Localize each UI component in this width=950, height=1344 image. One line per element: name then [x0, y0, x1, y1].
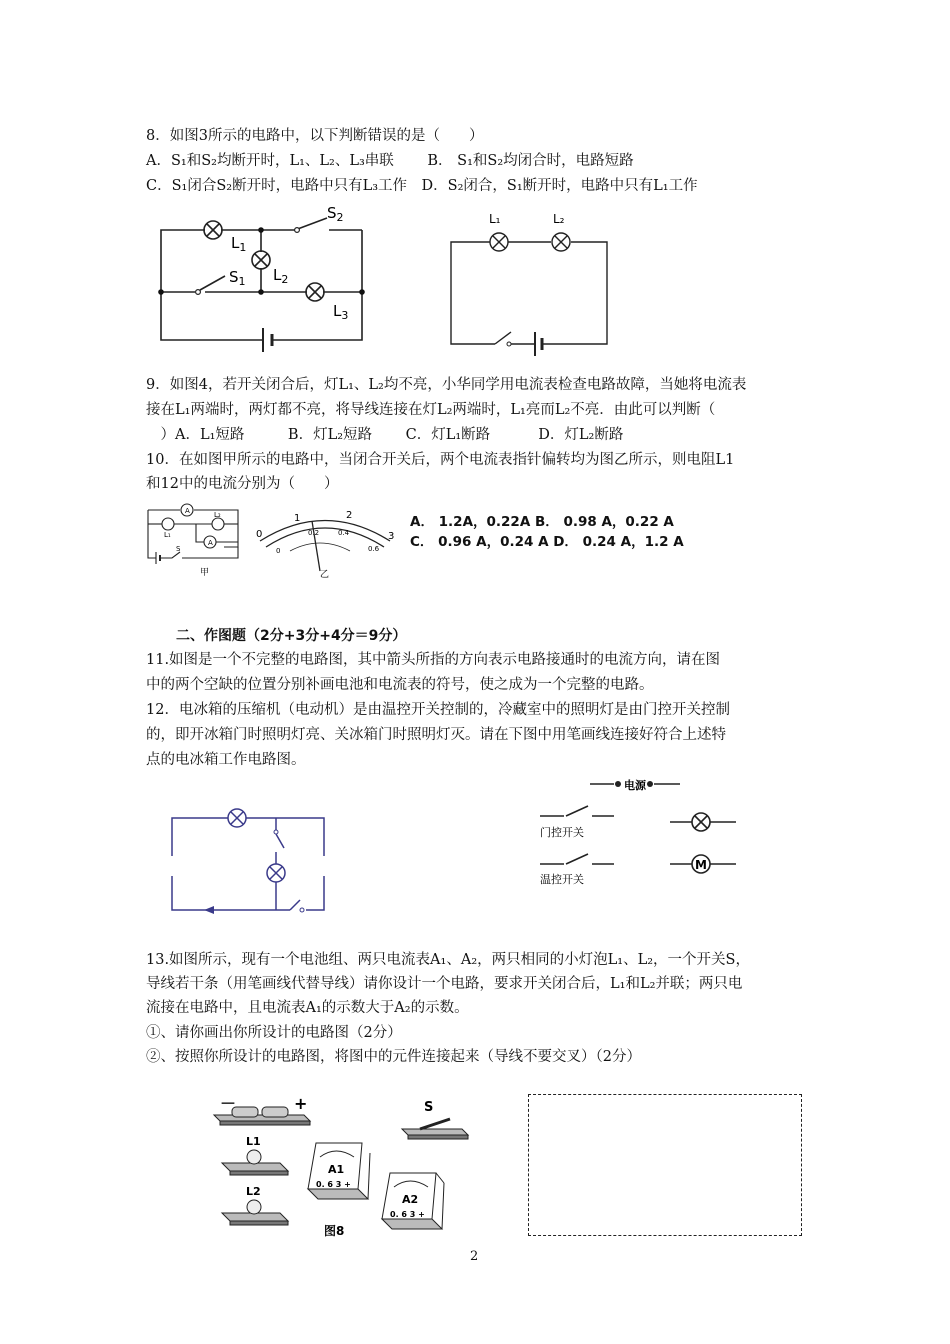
meter-small-04: 0.4 [338, 529, 350, 537]
figure-jia-circuit [142, 502, 247, 577]
meter-tick-0: 0 [256, 529, 263, 540]
svg-text:L1: L1 [246, 1135, 261, 1148]
svg-text:A: A [185, 507, 190, 515]
q11-line2: 中的两个空缺的位置分别补画电池和电流表的符号，使之成为一个完整的电路。 [146, 677, 654, 693]
q11-line1: 11.如图是一个不完整的电路图，其中箭头所指的方向表示电路接通时的电流方向，请在图 [146, 652, 721, 668]
door-switch-label: 门控开关 [540, 826, 584, 839]
svg-text:A2: A2 [402, 1193, 419, 1206]
fig4-l2-label: L₂ [553, 212, 565, 226]
fig3-l2-label: $L_2$ [273, 266, 289, 286]
ammeter-a2-icon [382, 1173, 444, 1229]
figure-8-label: 图8 [324, 1224, 345, 1238]
q12-line1: 12．电冰箱的压缩机（电动机）是由温控开关控制的，冷藏室中的照明灯是由门控开关控制 [146, 702, 730, 718]
q8-stem: 8．如图3所示的电路中，以下判断错误的是（ ） [146, 128, 484, 144]
fig3-s2-label: $S_2$ [327, 204, 344, 224]
fig4-l1-label: L₁ [489, 212, 501, 226]
svg-text:A: A [208, 539, 213, 547]
meter-tick-1: 1 [294, 513, 301, 524]
q13-part2: ②、按照你所设计的电路图，将图中的元件连接起来（导线不要交叉）（2分） [146, 1049, 641, 1065]
fig3-l1-label: $L_1$ [231, 234, 247, 254]
meter-small-0: 0 [276, 547, 281, 555]
q13-part1: ①、请你画出你所设计的电路图（2分） [146, 1025, 402, 1041]
circuit-drawing-area[interactable] [528, 1094, 802, 1236]
section-2-heading: 二、作图题（2分+3分+4分＝9分） [176, 628, 407, 644]
svg-text:S: S [424, 1100, 434, 1115]
q8-options-ab: A．S₁和S₂均断开时，L₁、L₂、L₃串联 B． S₁和S₂均闭合时，电路短路 [146, 153, 634, 169]
lamp-l1-icon [222, 1135, 288, 1175]
power-label: 电源 [624, 779, 646, 792]
motor-icon: M [695, 858, 707, 872]
meter-small-02: 0.2 [308, 529, 320, 537]
q12-line2: 的，即开冰箱门时照明灯亮、关冰箱门时照明灯灭。请在下图中用笔画线连接好符合上述特 [146, 727, 726, 743]
svg-text:L2: L2 [246, 1185, 261, 1198]
q9-line2: 接在L₁两端时，两灯都不亮，将导线连接在灯L₂两端时，L₁亮而L₂不亮．由此可以判断（ [146, 402, 716, 418]
q10-options-ab: A． 1.2A，0.22A B． 0.98 A，0.22 A [410, 514, 674, 530]
switch-s-icon [402, 1100, 468, 1139]
fig3-l3-label: $L_3$ [333, 302, 349, 322]
q12-line3: 点的电冰箱工作电路图。 [146, 752, 306, 768]
fig3-s1-label: $S_1$ [229, 268, 246, 288]
svg-text:L₂: L₂ [214, 511, 221, 519]
fig-yi-label: 乙 [320, 570, 330, 580]
meter-tick-3: 3 [388, 531, 395, 542]
q9-line3: ）A．L₁短路 B．灯L₂短路 C．灯L₁断路 D．灯L₂断路 [146, 427, 624, 443]
ammeter-a1-icon [308, 1143, 370, 1199]
q12-components [530, 770, 755, 890]
svg-text:0. 6 3 +: 0. 6 3 + [316, 1180, 351, 1189]
q13-line3: 流接在电路中，且电流表A₁的示数大于A₂的示数。 [146, 1000, 469, 1016]
meter-small-06: 0.6 [368, 545, 380, 553]
figure-3-circuit [145, 200, 375, 360]
temp-switch-label: 温控开关 [540, 873, 584, 886]
q10-line2: 和12中的电流分别为（ ） [146, 476, 339, 492]
svg-text:S: S [176, 545, 181, 553]
svg-text:A1: A1 [328, 1163, 345, 1176]
lamp-l2-icon [222, 1185, 288, 1225]
q8-options-cd: C．S₁闭合S₂断开时，电路中只有L₃工作 D．S₂闭合，S₁断开时，电路中只有L₁工作 [146, 178, 698, 194]
svg-text:0. 6 3 +: 0. 6 3 + [390, 1210, 425, 1219]
svg-text:+: + [294, 1094, 308, 1113]
current-arrow-icon [204, 906, 214, 914]
fig-jia-label: 甲 [200, 568, 210, 578]
figure-yi-ammeter [250, 505, 400, 580]
battery-pack-icon [214, 1094, 310, 1125]
figure-8-components [212, 1095, 472, 1240]
q11-incomplete-circuit [168, 806, 333, 918]
q9-line1: 9．如图4，若开关闭合后，灯L₁、L₂均不亮，小华同学用电流表检查电路故障，当她将电流表 [146, 377, 747, 393]
meter-tick-2: 2 [346, 510, 353, 521]
page-number: 2 [470, 1249, 479, 1264]
figure-4-circuit [445, 208, 620, 358]
q13-line1: 13.如图所示，现有一个电池组、两只电流表A₁、A₂，两只相同的小灯泡L₁、L₂，一个开关S， [146, 952, 750, 968]
q10-line1: 10．在如图甲所示的电路中，当闭合开关后，两个电流表指针偏转均为图乙所示，则电阻L1 [146, 452, 735, 468]
q10-options-cd: C． 0.96 A，0.24 A D． 0.24 A，1.2 A [410, 534, 684, 550]
svg-text:－: － [220, 1094, 237, 1113]
q13-line2: 导线若干条（用笔画线代替导线）请你设计一个电路，要求开关闭合后，L₁和L₂并联；两只电 [146, 976, 743, 992]
svg-text:L₁: L₁ [164, 531, 171, 539]
